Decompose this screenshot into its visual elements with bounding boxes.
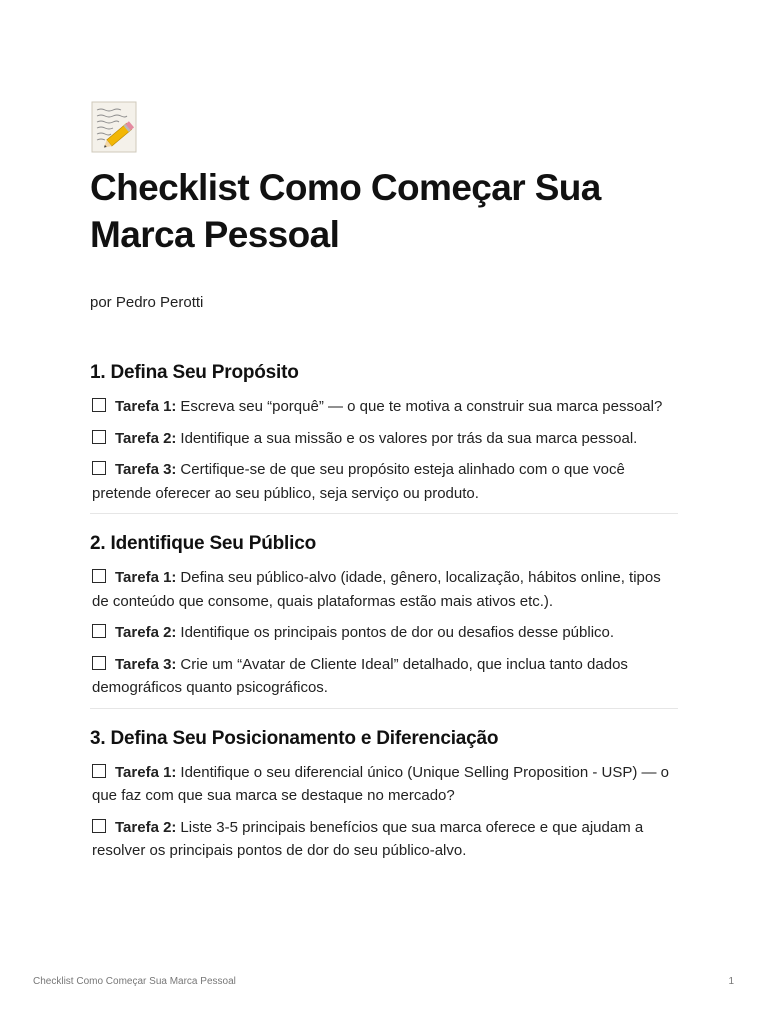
task-text: Identifique o seu diferencial único (Unique Selling Proposition - USP) — o que faz com que sua marca se destaque no mercado? [92, 763, 670, 804]
document-page [90, 100, 678, 871]
checkbox[interactable] [92, 656, 106, 670]
checkbox[interactable] [92, 398, 106, 412]
section-positioning [90, 727, 678, 863]
task-label: Tarefa 2: [115, 429, 177, 447]
section-audience [90, 532, 678, 700]
checkbox[interactable] [92, 461, 106, 475]
task-item [92, 621, 678, 645]
section-title: 2. Identifique Seu Público [90, 533, 316, 554]
task-label: Tarefa 1: [115, 569, 177, 586]
task-label: Tarefa 1: [115, 398, 177, 415]
task-text: Escreva seu “porquê” — o que te motiva a construir sua marca pessoal? [180, 398, 663, 415]
task-text: Identifique os principais pontos de dor ou desafios desse público. [180, 624, 615, 641]
section-title: 3. Defina Seu Posicionamento e Diferenciação [90, 727, 499, 749]
task-text: Identifique a sua missão e os valores por trás da sua marca pessoal. [180, 429, 638, 447]
task-item [92, 761, 678, 808]
checkbox[interactable] [92, 764, 106, 778]
task-label: Tarefa 3: [115, 655, 177, 673]
section-divider [90, 708, 678, 709]
task-item [92, 566, 678, 613]
memo-pencil-icon [90, 100, 138, 154]
checkbox[interactable] [92, 624, 106, 638]
task-item [92, 458, 678, 505]
task-label: Tarefa 2: [115, 818, 177, 836]
task-item [92, 653, 678, 700]
page-number: 1 [728, 976, 734, 987]
task-item [92, 395, 678, 419]
section-purpose [90, 361, 678, 505]
checkbox[interactable] [92, 569, 106, 583]
section-divider [90, 513, 678, 514]
document-title: Checklist Como Começar Sua Marca Pessoal [90, 167, 601, 255]
task-item [92, 816, 678, 863]
checkbox[interactable] [92, 430, 106, 444]
task-text: Certifique-se de que seu propósito esteja alinhado com o que você pretende oferecer ao seu público, seja serviço ou produto. [92, 461, 625, 502]
task-item [92, 427, 678, 451]
task-text: Defina seu público-alvo (idade, gênero, localização, hábitos online, tipos de conteúdo que consome, quais plataformas estão mais ativos etc.). [92, 569, 661, 610]
document-author: por Pedro Perotti [90, 294, 204, 311]
task-text: Liste 3-5 principais benefícios que sua marca oferece e que ajudam a resolver os principais pontos de dor do seu público-alvo. [92, 818, 644, 859]
footer-title: Checklist Como Começar Sua Marca Pessoal [33, 976, 236, 987]
section-title: 1. Defina Seu Propósito [90, 362, 299, 383]
task-label: Tarefa 3: [115, 461, 177, 478]
task-label: Tarefa 2: [115, 624, 177, 641]
task-text: Crie um “Avatar de Cliente Ideal” detalhado, que inclua tanto dados demográficos quanto psicográficos. [92, 655, 628, 696]
checkbox[interactable] [92, 819, 106, 833]
task-label: Tarefa 1: [115, 763, 177, 781]
